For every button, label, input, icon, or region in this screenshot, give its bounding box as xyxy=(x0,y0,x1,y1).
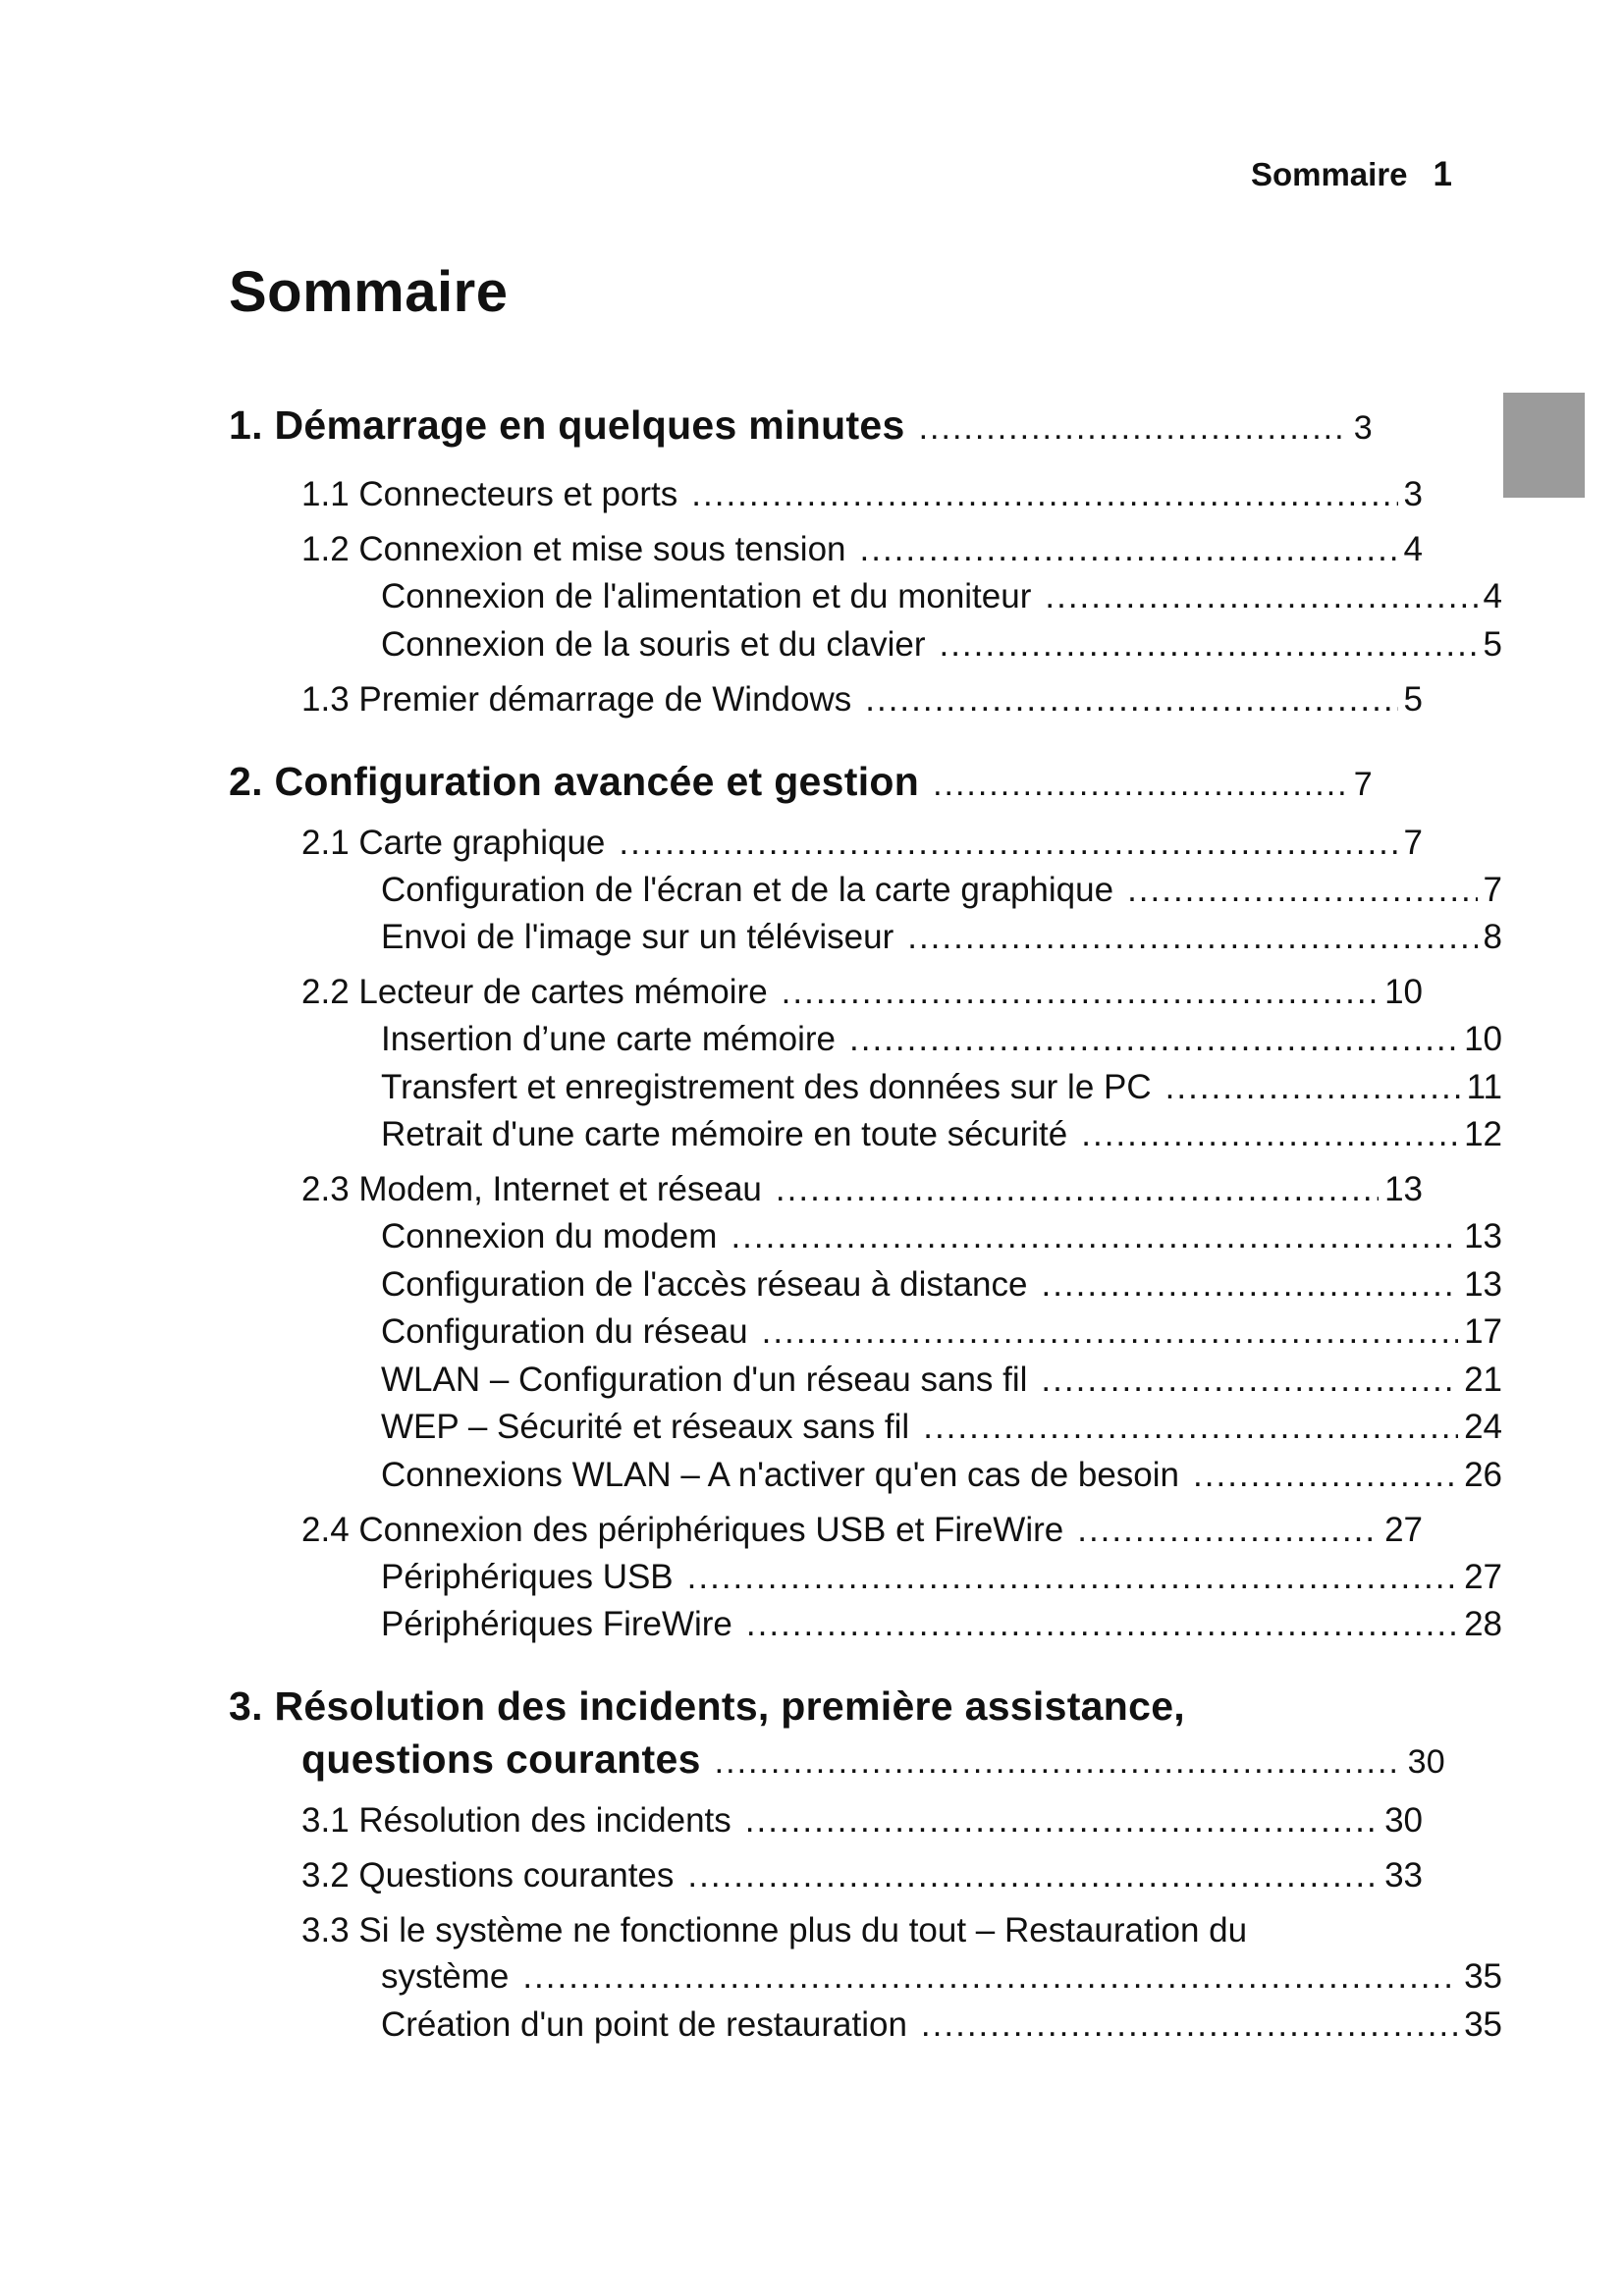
toc-entry-2-2-c[interactable] xyxy=(229,1115,1502,1170)
toc-entry-3-3[interactable] xyxy=(229,1957,1502,2005)
toc-leader-dots xyxy=(1165,1068,1461,1107)
toc-leader-dots xyxy=(919,409,1348,448)
toc-entry-1-2-b[interactable] xyxy=(229,625,1502,680)
toc-entry-page: 35 xyxy=(1464,2004,1502,2044)
toc-entry-label: 1.1 Connecteurs et ports xyxy=(301,475,678,513)
toc-entry-label: Connexions WLAN – A n'activer qu'en cas de besoin xyxy=(381,1455,1180,1494)
toc-entry-page: 30 xyxy=(1407,1743,1445,1781)
toc-leader-dots xyxy=(715,1743,1402,1782)
toc-section-3[interactable] xyxy=(229,1736,1445,1801)
toc-entry-2-4-b[interactable] xyxy=(229,1605,1502,1660)
toc-entry-label: 2.3 Modem, Internet et réseau xyxy=(301,1170,762,1208)
toc-entry-page: 17 xyxy=(1464,1312,1502,1351)
toc-section-3-line1[interactable]: 3. Résolution des incidents, première assistance, xyxy=(229,1683,1185,1729)
toc-entry-page: 35 xyxy=(1464,1957,1502,1996)
toc-section-2[interactable] xyxy=(229,759,1373,824)
chapter-thumb-tab xyxy=(1503,393,1585,498)
toc-entry-2-3-f[interactable] xyxy=(229,1456,1502,1511)
toc-entry-page: 10 xyxy=(1464,1020,1502,1058)
toc-entry-page: 4 xyxy=(1403,530,1423,568)
toc-leader-dots xyxy=(923,1408,1458,1447)
toc-entry-page: 21 xyxy=(1464,1360,1502,1399)
toc-entry-page: 13 xyxy=(1464,1264,1502,1304)
toc-leader-dots xyxy=(1193,1456,1458,1495)
toc-entry-label: Configuration de l'écran et de la carte graphique xyxy=(381,870,1114,909)
toc-entry-label: Connexion de la souris et du clavier xyxy=(381,624,926,664)
toc-entry-1-1[interactable] xyxy=(229,475,1423,530)
toc-leader-dots xyxy=(1041,1265,1458,1305)
toc-leader-dots xyxy=(1127,871,1477,910)
toc-entry-label: Périphériques FireWire xyxy=(381,1605,732,1643)
toc-leader-dots xyxy=(731,1217,1458,1256)
toc-entry-1-3[interactable] xyxy=(229,680,1423,735)
toc-entry-3-1[interactable] xyxy=(229,1801,1423,1856)
toc-entry-page: 3 xyxy=(1353,409,1373,447)
toc-entry-page: 11 xyxy=(1466,1067,1502,1106)
toc-entry-page: 24 xyxy=(1464,1408,1502,1446)
toc-entry-page: 13 xyxy=(1384,1170,1423,1208)
toc-entry-2-1[interactable] xyxy=(229,824,1423,871)
toc-entry-label: WEP – Sécurité et réseaux sans fil xyxy=(381,1408,910,1446)
toc-leader-dots xyxy=(746,1605,1458,1644)
toc-entry-1-2-a[interactable] xyxy=(229,577,1502,625)
toc-entry-label: WLAN – Configuration d'un réseau sans fil xyxy=(381,1360,1028,1399)
toc-entry-page: 33 xyxy=(1384,1856,1423,1895)
toc-entry-label: Envoi de l'image sur un téléviseur xyxy=(381,918,894,956)
toc-leader-dots xyxy=(939,625,1477,665)
toc-entry-2-3-b[interactable] xyxy=(229,1265,1502,1313)
toc-entry-2-2-b[interactable] xyxy=(229,1068,1502,1116)
toc-entry-label: 2. Configuration avancée et gestion xyxy=(229,758,920,804)
toc-entry-label: Configuration de l'accès réseau à distance xyxy=(381,1264,1028,1304)
toc-entry-2-4[interactable] xyxy=(229,1511,1423,1558)
toc-entry-label: 2.4 Connexion des périphériques USB et FireWire xyxy=(301,1510,1064,1549)
toc-leader-dots xyxy=(522,1957,1458,1997)
toc-entry-page: 3 xyxy=(1403,475,1423,513)
toc-entry-page: 26 xyxy=(1464,1455,1502,1494)
toc-entry-label: 1.3 Premier démarrage de Windows xyxy=(301,679,852,719)
toc-entry-label: système xyxy=(381,1957,510,1996)
toc-leader-dots xyxy=(619,824,1397,863)
toc-entry-2-3[interactable] xyxy=(229,1170,1423,1217)
toc-leader-dots xyxy=(782,973,1379,1012)
toc-entry-2-3-a[interactable] xyxy=(229,1217,1502,1265)
toc-entry-page: 5 xyxy=(1403,679,1423,719)
toc-leader-dots xyxy=(860,530,1398,569)
toc-entry-label: Création d'un point de restauration xyxy=(381,2004,907,2044)
toc-leader-dots xyxy=(1045,577,1477,616)
toc-leader-dots xyxy=(1077,1511,1379,1550)
toc-entry-2-2-a[interactable] xyxy=(229,1020,1502,1068)
toc-leader-dots xyxy=(933,766,1348,804)
toc-entry-label: Insertion d’une carte mémoire xyxy=(381,1020,836,1058)
toc-leader-dots xyxy=(921,2005,1458,2045)
toc-entry-page: 4 xyxy=(1483,577,1502,615)
toc-entry-label: Retrait d'une carte mémoire en toute sécurité xyxy=(381,1115,1068,1153)
toc-leader-dots xyxy=(691,475,1397,514)
page-title: Sommaire xyxy=(229,260,509,324)
toc-entry-label: Configuration du réseau xyxy=(381,1312,748,1351)
toc-leader-dots xyxy=(776,1170,1379,1209)
toc-entry-page: 27 xyxy=(1384,1510,1423,1549)
running-header-title: Sommaire xyxy=(1250,156,1408,192)
toc-entry-page: 13 xyxy=(1464,1217,1502,1255)
toc-leader-dots xyxy=(1041,1361,1458,1400)
toc-entry-page: 5 xyxy=(1483,624,1502,664)
toc-leader-dots xyxy=(849,1020,1458,1059)
toc-leader-dots xyxy=(762,1312,1458,1352)
toc-entry-2-1-a[interactable] xyxy=(229,871,1502,919)
toc-entry-3-3-a[interactable] xyxy=(229,2005,1502,2054)
toc-entry-page: 30 xyxy=(1384,1801,1423,1840)
toc-entry-page: 7 xyxy=(1483,870,1502,909)
toc-entry-page: 7 xyxy=(1353,765,1373,803)
toc-entry-2-2[interactable] xyxy=(229,973,1423,1020)
toc-entry-label: 3.1 Résolution des incidents xyxy=(301,1801,731,1840)
toc-entry-label: 3.2 Questions courantes xyxy=(301,1856,675,1895)
toc-entry-page: 7 xyxy=(1403,823,1423,862)
toc-entry-page: 10 xyxy=(1384,973,1423,1011)
toc-entry-label: questions courantes xyxy=(301,1736,701,1782)
toc-entry-page: 8 xyxy=(1483,918,1502,956)
page-number: 1 xyxy=(1433,155,1452,193)
toc-leader-dots xyxy=(687,1558,1458,1597)
toc-entry-label: Connexion du modem xyxy=(381,1217,718,1255)
toc-entry-2-3-e[interactable] xyxy=(229,1408,1502,1456)
toc-entry-3-2[interactable] xyxy=(229,1856,1423,1911)
toc-entry-label: Périphériques USB xyxy=(381,1557,674,1596)
toc-entry-2-3-c[interactable] xyxy=(229,1312,1502,1361)
toc-leader-dots xyxy=(1081,1115,1458,1154)
toc-entry-label: Transfert et enregistrement des données sur le PC xyxy=(381,1067,1152,1106)
toc-leader-dots xyxy=(745,1801,1379,1841)
toc-entry-page: 27 xyxy=(1464,1557,1502,1596)
toc-entry-2-1-b[interactable] xyxy=(229,918,1502,973)
toc-entry-label: 2.2 Lecteur de cartes mémoire xyxy=(301,973,768,1011)
toc-entry-2-3-d[interactable] xyxy=(229,1361,1502,1409)
toc-entry-page: 12 xyxy=(1464,1115,1502,1153)
toc-entry-label: Connexion de l'alimentation et du moniteur xyxy=(381,577,1032,615)
toc-leader-dots xyxy=(865,680,1397,720)
toc-entry-1-2[interactable] xyxy=(229,530,1423,577)
toc-leader-dots xyxy=(907,918,1477,957)
toc-entry-3-3-line1[interactable]: 3.3 Si le système ne fonctionne plus du tout – Restauration du xyxy=(301,1911,1248,1949)
toc-entry-2-4-a[interactable] xyxy=(229,1558,1502,1606)
toc-entry-page: 28 xyxy=(1464,1605,1502,1643)
table-of-contents xyxy=(229,402,1502,2053)
running-header xyxy=(1251,155,1452,194)
toc-entry-label: 1. Démarrage en quelques minutes xyxy=(229,402,905,448)
toc-entry-label: 2.1 Carte graphique xyxy=(301,823,606,862)
toc-entry-label: 1.2 Connexion et mise sous tension xyxy=(301,530,846,568)
toc-leader-dots xyxy=(687,1856,1379,1896)
toc-section-1[interactable] xyxy=(229,402,1373,475)
